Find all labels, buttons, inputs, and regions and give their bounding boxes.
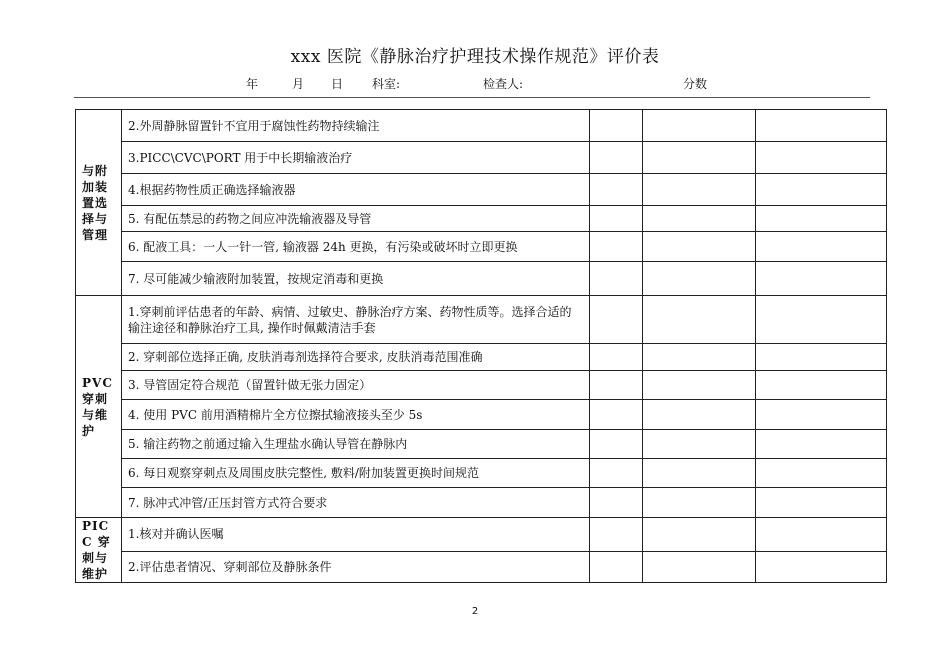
check-cell[interactable] (590, 262, 643, 296)
month-label: 月 (292, 77, 305, 91)
day-label: 日 (331, 77, 344, 91)
item-text: 4. 使用 PVC 前用酒精棉片全方位擦拭输液接头至少 5s (122, 400, 590, 430)
table-row (76, 400, 887, 430)
item-text: 1.核对并确认医嘱 (122, 518, 590, 552)
check-cell[interactable] (756, 459, 887, 488)
header-divider (74, 97, 870, 98)
item-text: 1.穿刺前评估患者的年龄、病情、过敏史、静脉治疗方案、药物性质等。选择合适的输注途径和静脉治疗工具, 操作时佩戴清洁手套 (122, 296, 590, 344)
check-cell[interactable] (590, 400, 643, 430)
category-label: PICC 穿刺与维护 (82, 519, 111, 581)
item-text: 5. 有配伍禁忌的药物之间应冲洗输液器及导管 (122, 206, 590, 232)
check-cell[interactable] (590, 110, 643, 142)
check-cell[interactable] (643, 344, 756, 371)
department-label: 科室: (372, 77, 401, 91)
check-cell[interactable] (643, 430, 756, 459)
check-cell[interactable] (756, 518, 887, 552)
check-cell[interactable] (643, 232, 756, 262)
item-text: 3. 导管固定符合规范（留置针做无张力固定） (122, 371, 590, 400)
item-text: 7. 尽可能减少输液附加装置，按规定消毒和更换 (122, 262, 590, 296)
score-label: 分数 (683, 77, 708, 91)
evaluation-table (75, 109, 887, 583)
table-row (76, 232, 887, 262)
check-cell[interactable] (756, 174, 887, 206)
check-cell[interactable] (756, 488, 887, 518)
check-cell[interactable] (590, 206, 643, 232)
table-row (76, 518, 887, 552)
category-label: PVC 穿刺与维护 (82, 375, 113, 438)
check-cell[interactable] (590, 371, 643, 400)
table-row (76, 488, 887, 518)
table-row (76, 110, 887, 142)
table-row (76, 174, 887, 206)
item-text: 7. 脉冲式冲管/正压封管方式符合要求 (122, 488, 590, 518)
check-cell[interactable] (756, 142, 887, 174)
check-cell[interactable] (643, 371, 756, 400)
check-cell[interactable] (643, 518, 756, 552)
table-row (76, 459, 887, 488)
item-text: 6. 每日观察穿刺点及周围皮肤完整性, 敷料/附加装置更换时间规范 (122, 459, 590, 488)
item-text: 6. 配液工具：一人一针一管, 输液器 24h 更换，有污染或破坏时立即更换 (122, 232, 590, 262)
check-cell[interactable] (756, 110, 887, 142)
item-text: 2. 穿刺部位选择正确, 皮肤消毒剂选择符合要求, 皮肤消毒范围准确 (122, 344, 590, 371)
check-cell[interactable] (643, 142, 756, 174)
table-row (76, 262, 887, 296)
check-cell[interactable] (643, 551, 756, 582)
item-text: 5. 输注药物之前通过输入生理盐水确认导管在静脉内 (122, 430, 590, 459)
check-cell[interactable] (756, 371, 887, 400)
year-label: 年 (246, 77, 259, 91)
check-cell[interactable] (756, 400, 887, 430)
page-number: 2 (471, 606, 479, 617)
category-cell (76, 518, 122, 583)
check-cell[interactable] (756, 262, 887, 296)
check-cell[interactable] (590, 459, 643, 488)
check-cell[interactable] (590, 344, 643, 371)
category-label: 与附加装置选择与管理 (82, 163, 109, 242)
check-cell[interactable] (756, 551, 887, 582)
check-cell[interactable] (756, 430, 887, 459)
inspector-label: 检查人: (483, 77, 524, 91)
check-cell[interactable] (590, 296, 643, 344)
table-row (76, 371, 887, 400)
table-row (76, 430, 887, 459)
check-cell[interactable] (756, 344, 887, 371)
check-cell[interactable] (590, 142, 643, 174)
check-cell[interactable] (643, 110, 756, 142)
page-title: xxx 医院《静脉治疗护理技术操作规范》评价表 (290, 47, 660, 67)
category-cell (76, 110, 122, 296)
check-cell[interactable] (756, 232, 887, 262)
check-cell[interactable] (643, 174, 756, 206)
item-text: 2.外周静脉留置针不宜用于腐蚀性药物持续输注 (122, 110, 590, 142)
check-cell[interactable] (643, 296, 756, 344)
check-cell[interactable] (643, 400, 756, 430)
table-row (76, 142, 887, 174)
check-cell[interactable] (643, 459, 756, 488)
check-cell[interactable] (756, 206, 887, 232)
check-cell[interactable] (590, 551, 643, 582)
table-row (76, 551, 887, 582)
check-cell[interactable] (643, 488, 756, 518)
check-cell[interactable] (590, 174, 643, 206)
check-cell[interactable] (590, 232, 643, 262)
category-cell (76, 296, 122, 518)
check-cell[interactable] (643, 206, 756, 232)
table-row (76, 296, 887, 344)
check-cell[interactable] (756, 296, 887, 344)
item-text: 2.评估患者情况、穿刺部位及静脉条件 (122, 551, 590, 582)
table-row (76, 344, 887, 371)
check-cell[interactable] (590, 430, 643, 459)
table-row (76, 206, 887, 232)
check-cell[interactable] (590, 518, 643, 552)
item-text: 3.PICC\CVC\PORT 用于中长期输液治疗 (122, 142, 590, 174)
item-text: 4.根据药物性质正确选择输液器 (122, 174, 590, 206)
check-cell[interactable] (590, 488, 643, 518)
check-cell[interactable] (643, 262, 756, 296)
